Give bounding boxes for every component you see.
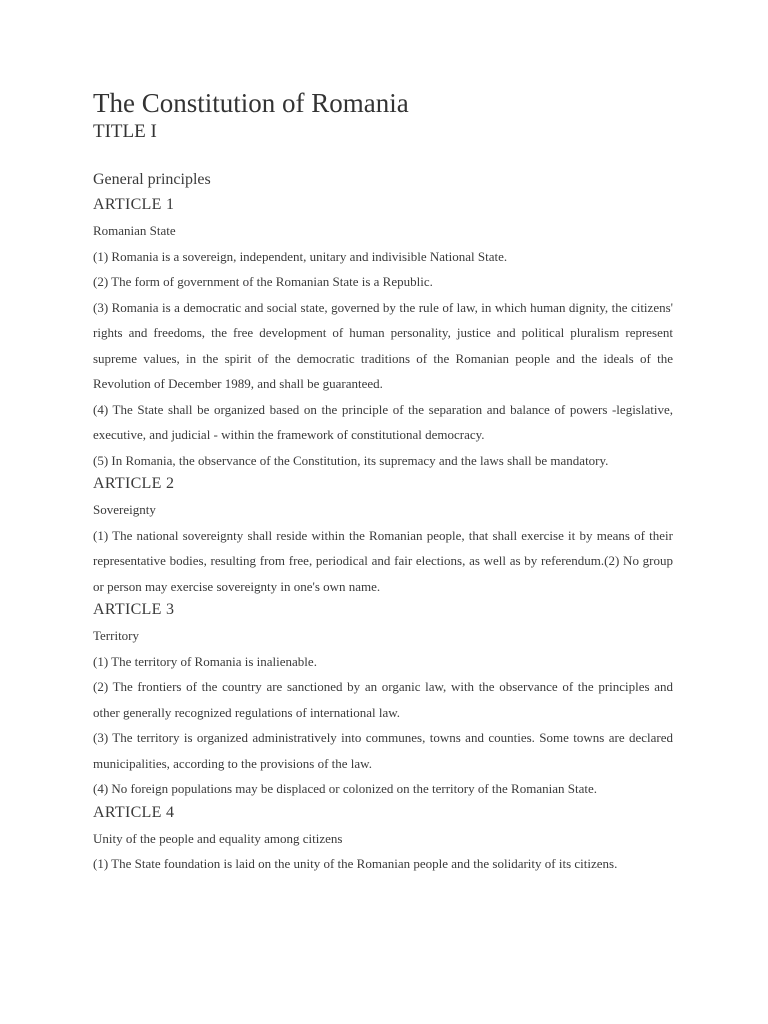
article-subtitle: Sovereignty	[93, 502, 156, 517]
paragraph: (4) No foreign populations may be displaced or colonized on the territory of the Romanian State.	[93, 781, 597, 796]
paragraph: (1) The national sovereignty shall reside within the Romanian people, that shall exercise it by means of their representative bodies, resulting from free, periodical and fair elections, as well as by referendum.(2) No group or person may exercise sovereignty in one's own name.	[93, 527, 673, 594]
article-subtitle: Unity of the people and equality among citizens	[93, 830, 343, 846]
paragraph: (2) The frontiers of the country are sanctioned by an organic law, with the observance of the principles and other generally recognized regulations of international law.	[93, 679, 673, 720]
document-page	[93, 86, 673, 877]
paragraph: (1) Romania is a sovereign, independent, unitary and indivisible National State.	[93, 248, 508, 264]
paragraph: (1) The territory of Romania is inalienable.	[93, 653, 317, 669]
article-4	[93, 802, 673, 877]
paragraph: (1) The State foundation is laid on the unity of the Romanian people and the solidarity of its citizens.	[93, 856, 618, 871]
article-heading: ARTICLE 1	[93, 196, 175, 213]
article-heading: ARTICLE 2	[93, 475, 175, 492]
article-subtitle: Romanian State	[93, 223, 176, 238]
paragraph: (2) The form of government of the Romanian State is a Republic.	[93, 274, 433, 289]
article-3	[93, 599, 673, 802]
title-label: TITLE I	[93, 121, 157, 142]
article-2	[93, 473, 673, 599]
article-heading: ARTICLE 4	[93, 803, 175, 821]
document-title: The Constitution of Romania	[93, 88, 409, 118]
article-1	[93, 194, 673, 473]
paragraph: (5) In Romania, the observance of the Constitution, its supremacy and the laws shall be mandatory.	[93, 452, 609, 468]
paragraph: (4) The State shall be organized based on the principle of the separation and balance of powers -legislative, executive, and judicial - within the framework of constitutional democracy.	[93, 401, 673, 442]
section-heading: General principles	[93, 171, 211, 188]
article-heading: ARTICLE 3	[93, 601, 175, 618]
article-subtitle: Territory	[93, 628, 140, 643]
paragraph: (3) The territory is organized administratively into communes, towns and counties. Some towns are declared municipalities, according to the provisions of the law.	[93, 730, 673, 771]
paragraph: (3) Romania is a democratic and social state, governed by the rule of law, in which human dignity, the citizens' rights and freedoms, the free development of human personality, justice and political pluralism represent supreme values, in the spirit of the democratic traditions of the Romanian people and the ideals of the Revolution of December 1989, and shall be guaranteed.	[93, 299, 673, 391]
